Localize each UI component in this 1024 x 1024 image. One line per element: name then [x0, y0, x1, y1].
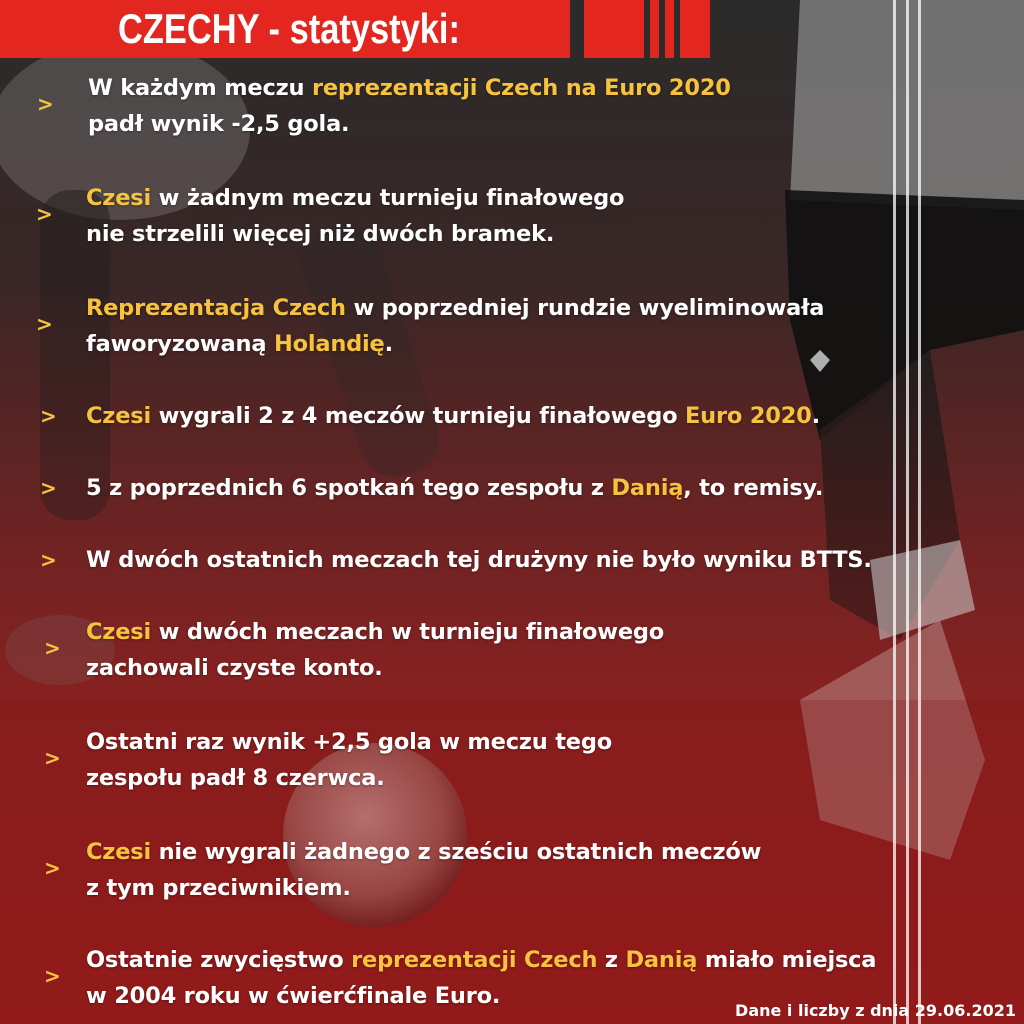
statistic-line — [88, 106, 731, 142]
statistic-text: nie strzelili więcej niż dwóch bramek. — [86, 221, 555, 247]
statistic-item — [86, 470, 823, 506]
statistic-line — [86, 942, 876, 978]
bullet-arrow-icon: > — [37, 92, 54, 116]
statistic-text: miało miejsca — [697, 947, 877, 973]
statistic-text: Ostatnie zwycięstwo — [86, 947, 352, 973]
statistic-text: w poprzedniej rundzie wyeliminowała — [345, 295, 825, 321]
bullet-arrow-icon: > — [36, 312, 53, 336]
statistic-text: zachowali czyste konto. — [86, 655, 383, 681]
statistic-line — [86, 870, 761, 906]
statistic-text: zespołu padł 8 czerwca. — [86, 765, 385, 791]
statistic-text: Ostatni raz wynik +2,5 gola w meczu tego — [86, 729, 612, 755]
statistic-line — [86, 470, 823, 506]
bullet-arrow-icon: > — [40, 476, 57, 500]
statistic-line — [86, 724, 612, 760]
highlighted-text: Czesi — [86, 839, 151, 865]
data-date-footer: Dane i liczby z dnia 29.06.2021 — [735, 1001, 1016, 1020]
statistic-text: padł wynik -2,5 gola. — [88, 111, 350, 137]
statistic-item — [86, 614, 664, 686]
statistic-line — [86, 614, 664, 650]
statistic-text: w 2004 roku w ćwierćfinale Euro. — [86, 983, 501, 1009]
statistic-item — [86, 834, 761, 906]
statistic-item — [88, 70, 731, 142]
statistic-text: z — [597, 947, 626, 973]
bullet-arrow-icon: > — [44, 636, 61, 660]
statistic-text: W dwóch ostatnich meczach tej drużyny nie było wyniku BTTS. — [86, 547, 872, 573]
statistic-text: 5 z poprzednich 6 spotkań tego zespołu z — [86, 475, 612, 501]
statistic-item — [86, 290, 824, 362]
statistic-text: . — [811, 403, 820, 429]
bullet-arrow-icon: > — [44, 964, 61, 988]
statistic-text: faworyzowaną — [86, 331, 274, 357]
statistic-line — [88, 70, 731, 106]
statistic-text: , to remisy. — [683, 475, 824, 501]
highlighted-text: reprezentacji Czech — [351, 947, 598, 973]
statistic-line — [86, 760, 612, 796]
highlighted-text: Euro 2020 — [685, 403, 812, 429]
bullet-arrow-icon: > — [40, 548, 57, 572]
statistic-text: nie wygrali żadnego z sześciu ostatnich meczów — [150, 839, 762, 865]
statistic-line — [86, 216, 624, 252]
statistic-line — [86, 650, 664, 686]
page-title: CZECHY - statystyki: — [118, 5, 460, 52]
statistic-line — [86, 398, 820, 434]
statistic-item — [86, 398, 820, 434]
statistic-line — [86, 542, 872, 578]
statistic-line — [86, 180, 624, 216]
statistic-text: z tym przeciwnikiem. — [86, 875, 351, 901]
statistic-text: w dwóch meczach w turnieju finałowego — [150, 619, 665, 645]
statistic-item — [86, 724, 612, 796]
highlighted-text: Danią — [625, 947, 698, 973]
bullet-arrow-icon: > — [36, 202, 53, 226]
highlighted-text: Czesi — [86, 185, 151, 211]
highlighted-text: reprezentacji Czech na Euro 2020 — [311, 75, 731, 101]
bullet-arrow-icon: > — [44, 856, 61, 880]
bullet-arrow-icon: > — [44, 746, 61, 770]
highlighted-text: Holandię — [273, 331, 385, 357]
statistic-line — [86, 326, 824, 362]
highlighted-text: Reprezentacja Czech — [86, 295, 346, 321]
statistic-text: W każdym meczu — [88, 75, 312, 101]
statistic-text: wygrali 2 z 4 meczów turnieju finałowego — [150, 403, 686, 429]
statistic-item — [86, 180, 624, 252]
statistic-line — [86, 834, 761, 870]
highlighted-text: Czesi — [86, 403, 151, 429]
statistic-item — [86, 542, 872, 578]
highlighted-text: Danią — [611, 475, 684, 501]
statistic-text: w żadnym meczu turnieju finałowego — [150, 185, 625, 211]
bullet-arrow-icon: > — [40, 404, 57, 428]
statistic-text: . — [384, 331, 393, 357]
statistic-line — [86, 290, 824, 326]
highlighted-text: Czesi — [86, 619, 151, 645]
